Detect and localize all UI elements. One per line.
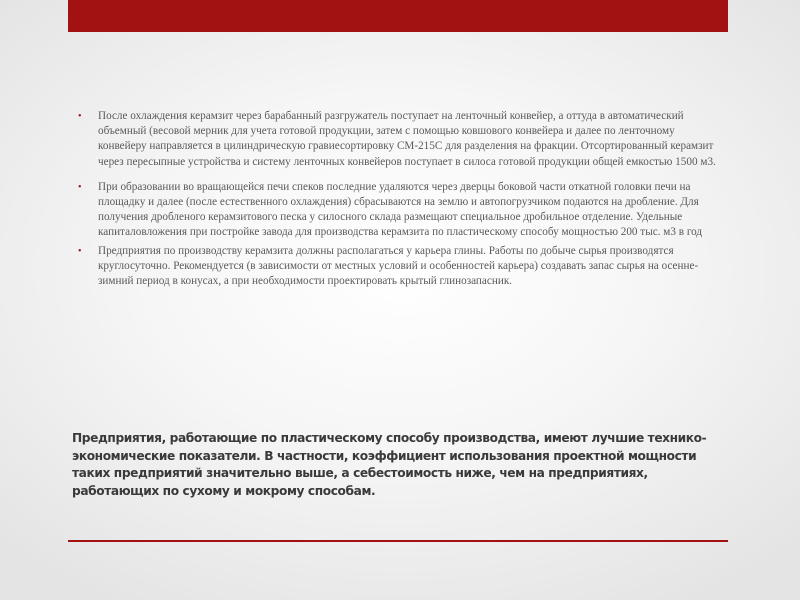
bullet-dot-icon: •: [78, 111, 82, 122]
bullet-dot-icon: •: [78, 245, 82, 257]
bullet-text: После охлаждения керамзит через барабанный разгружатель поступает на ленточный конвейер, а оттуда в автоматический объемный (весовой мерник для учета готовой продукции, затем с помощью ковшового конвейера и далее по ленточному конвейеру направляется в цилиндрическую гравиесортировку СМ-215С для разделения на фракции. Отсортированный керамзит через пересыпные устройства и систему ленточных конвейеров поступает в силоса готовой продукции общей емкостью 1500 м3.: [98, 110, 716, 168]
bullet-item-clay-quarry: [78, 244, 718, 290]
bullet-item-sinter-removal: [78, 180, 718, 241]
bullet-text: При образовании во вращающейся печи спеков последние удаляются через дверцы боковой части откатной головки печи на площадку и далее (после естественного охлаждения) сбрасываются на землю и автопогрузчиком подаются на дробление. Для получения дробленого керамзитового песка у силосного склада размещают специальное дробильное отделение. Удельные капиталовложения при постройке завода для производства керамзита по пластическому способу мощностью 200 тыс. м3 в год: [98, 180, 703, 239]
top-accent-bar: [68, 0, 728, 32]
bullet-dot-icon: •: [78, 181, 82, 193]
bullet-item-cooling: [78, 109, 718, 170]
bullet-text: Предприятия по производству керамзита должны располагаться у карьера глины. Работы по добыче сырья производятся круглосуточно. Рекомендуется (в зависимости от местных условий и особенностей карьера) создавать запас сырья на осенне-зимний период в конусах, а при необходимости проектировать крытый глинозапасник.: [98, 244, 699, 288]
bottom-accent-line: [68, 540, 728, 542]
bullet-list: [78, 109, 718, 299]
slide-heading: Предприятия, работающие по пластическому способу производства, имеют лучшие технико-экономические показатели. В частности, коэффициент использования проектной мощности таких предприятий значительно выше, а себестоимость ниже, чем на предприятиях, работающих по сухому и мокрому способам.: [72, 431, 707, 498]
